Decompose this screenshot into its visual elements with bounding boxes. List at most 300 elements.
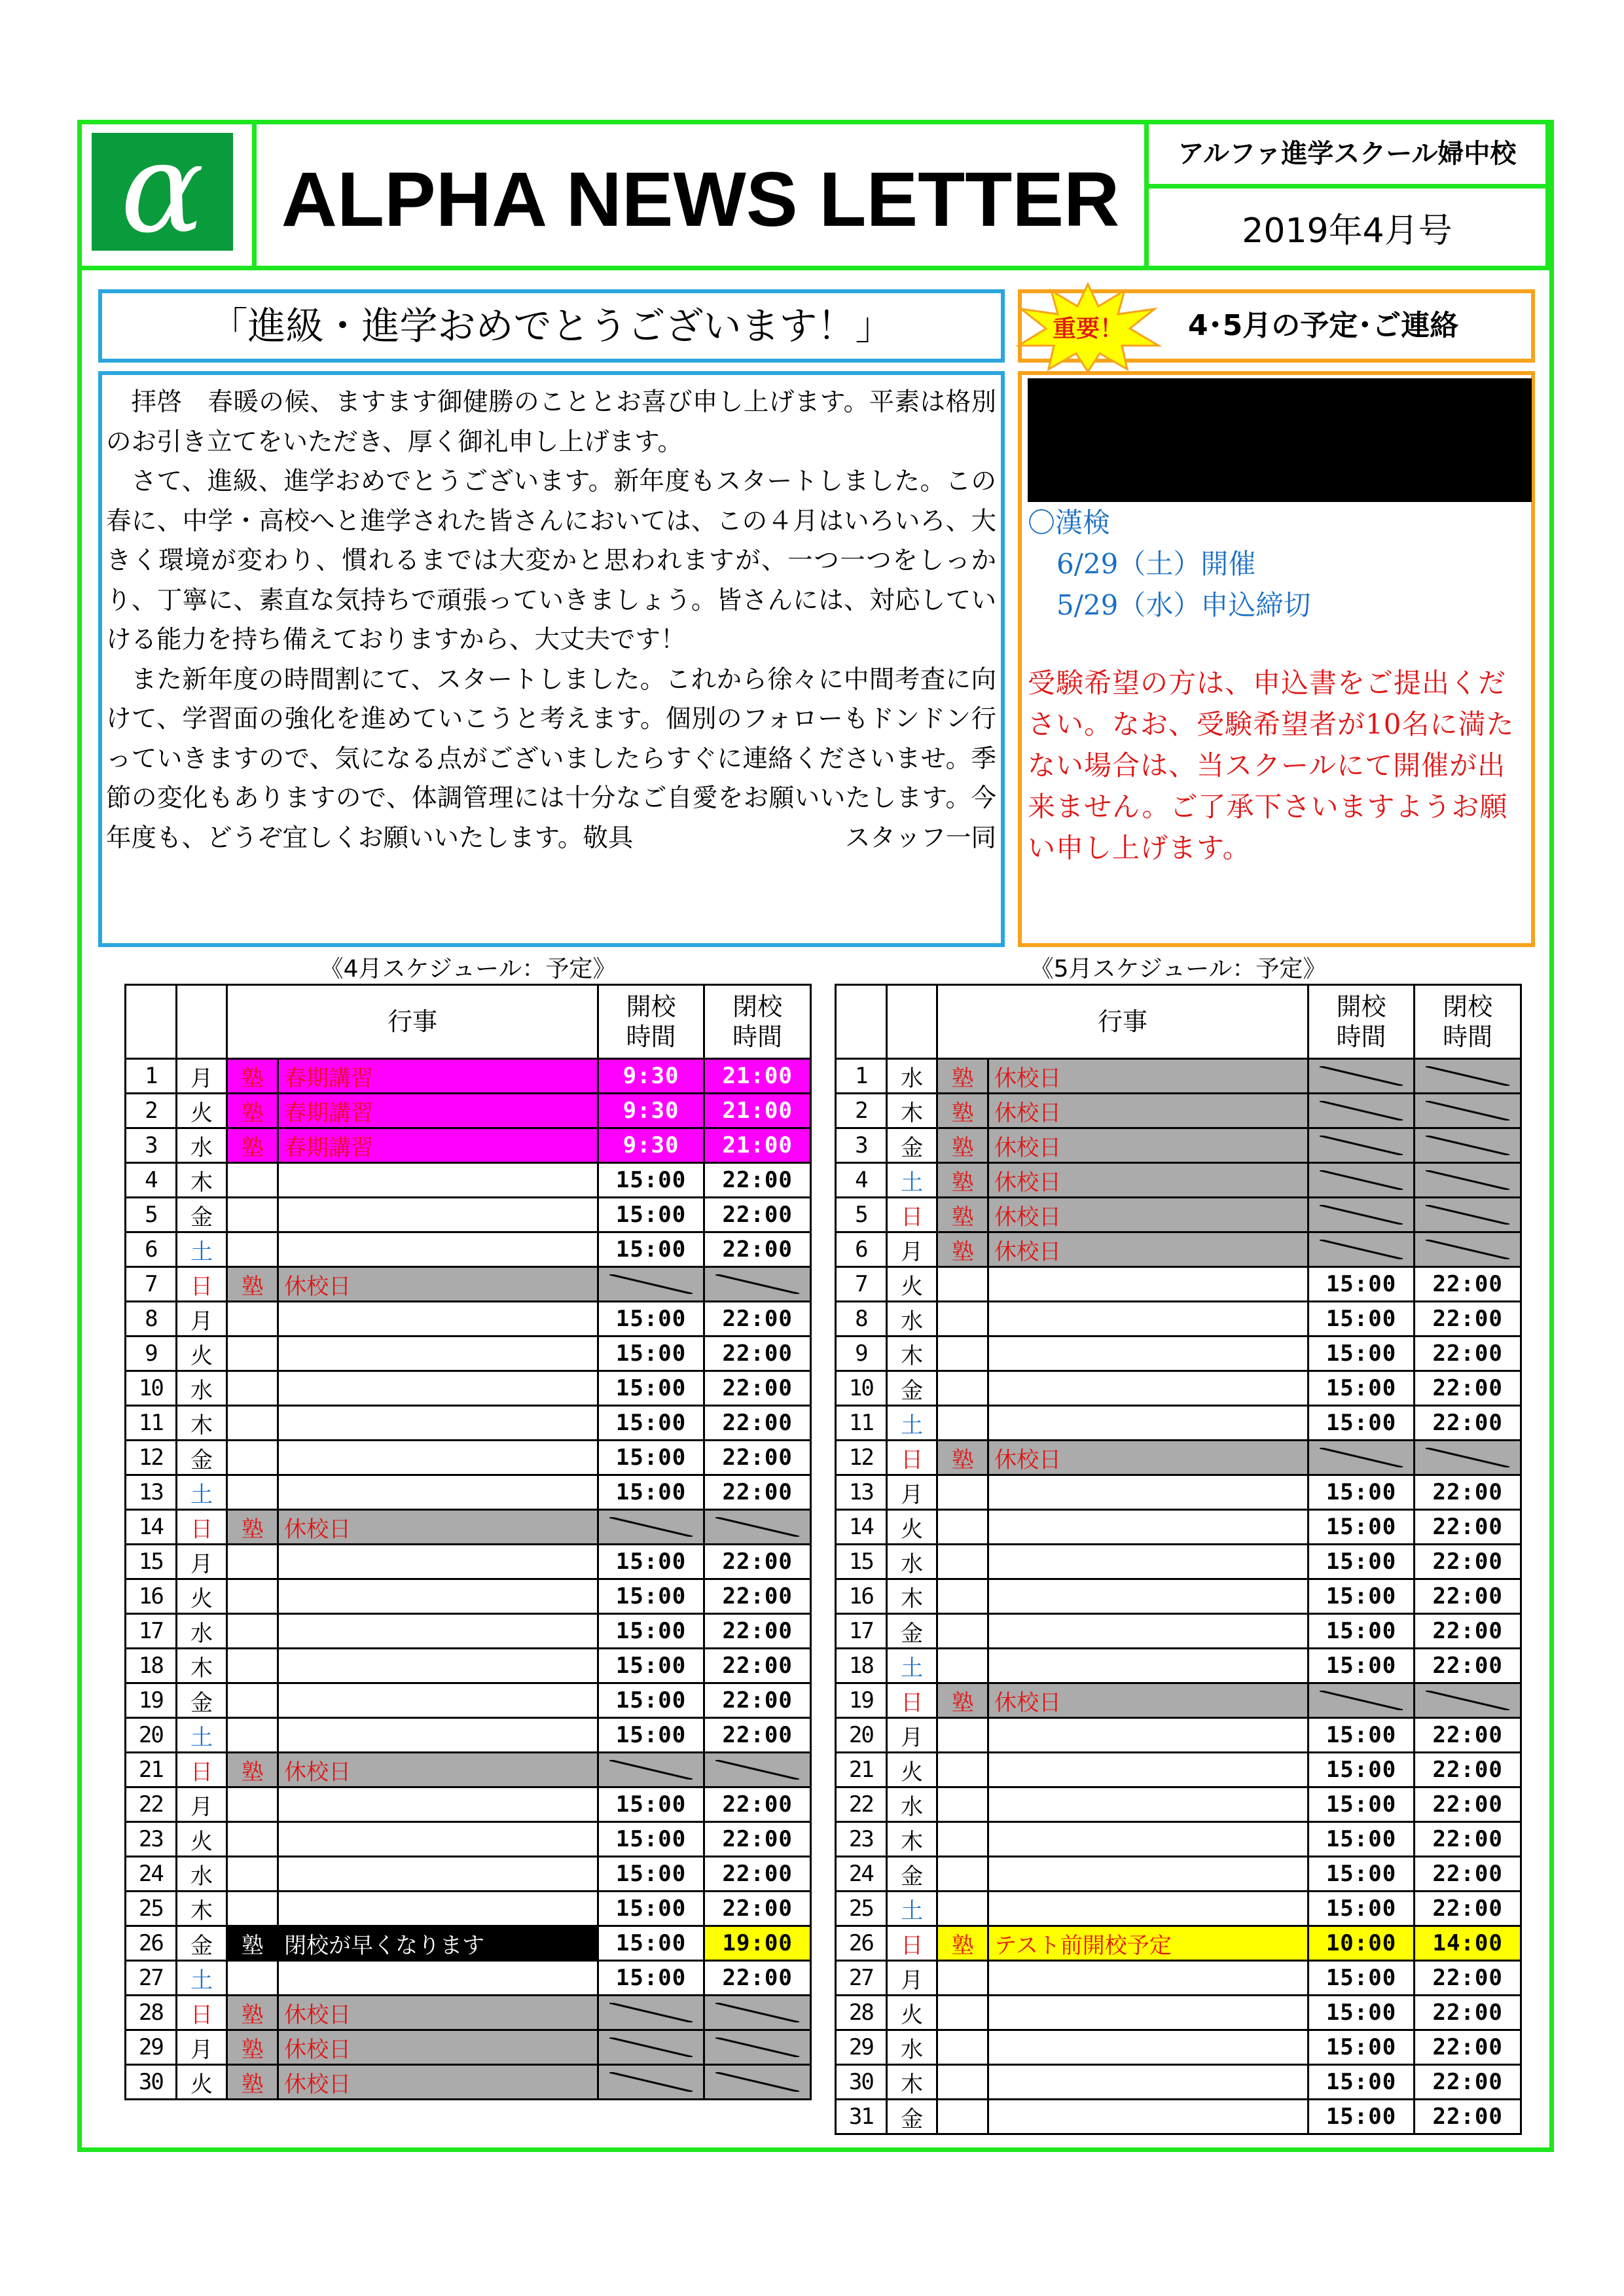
open-time-closed: [598, 1267, 704, 1302]
event-cell: [988, 1371, 1308, 1406]
close-time-cell: 22:00: [1415, 1267, 1521, 1302]
open-time-cell: 15:00: [1308, 1336, 1415, 1371]
open-time-closed: [1308, 1683, 1415, 1718]
weekday-cell: 月: [176, 1545, 227, 1579]
event-cell: [988, 1510, 1308, 1545]
open-time-cell: 15:00: [1308, 1579, 1415, 1614]
event-cell: 休校日: [988, 1683, 1308, 1718]
table-row: [126, 1892, 811, 1926]
juku-mark-cell: [937, 1545, 988, 1579]
open-time-cell: 15:00: [598, 1336, 704, 1371]
day-cell: 5: [836, 1198, 887, 1232]
weekday-cell: 金: [886, 1371, 937, 1406]
table-row: [836, 1128, 1521, 1163]
eiken-date: 6/1（土）開催: [1028, 420, 1532, 461]
open-time-cell: 15:00: [1308, 1267, 1415, 1302]
juku-mark-cell: 塾: [227, 1926, 278, 1961]
day-cell: 20: [126, 1718, 177, 1753]
table-row: [126, 2030, 811, 2065]
april-caption: 《4月スケジュール：予定》: [319, 956, 617, 982]
table-row: [126, 2065, 811, 2100]
event-cell: 休校日: [988, 1059, 1308, 1094]
close-time-cell: 14:00: [1415, 1926, 1521, 1961]
weekday-cell: 日: [886, 1441, 937, 1475]
table-row: [836, 1614, 1521, 1649]
header-day: [126, 985, 177, 1059]
table-row: [836, 1302, 1521, 1336]
weekday-cell: 金: [886, 1857, 937, 1892]
table-row: [126, 1683, 811, 1718]
table-row: [836, 1371, 1521, 1406]
day-cell: 5: [126, 1198, 177, 1232]
open-time-closed: [1308, 1128, 1415, 1163]
event-cell: [278, 1579, 598, 1614]
juku-mark-cell: [937, 1579, 988, 1614]
day-cell: 26: [126, 1926, 177, 1961]
open-time-closed: [598, 1996, 704, 2030]
close-time-cell: 22:00: [1415, 1649, 1521, 1683]
day-cell: 24: [836, 1857, 887, 1892]
event-cell: [278, 1302, 598, 1336]
event-cell: 閉校が早くなります: [278, 1926, 598, 1961]
day-cell: 18: [126, 1649, 177, 1683]
juku-mark-cell: [227, 1579, 278, 1614]
event-cell: [278, 1232, 598, 1267]
table-row: [126, 1579, 811, 1614]
event-cell: [988, 1579, 1308, 1614]
open-time-cell: 15:00: [1308, 1961, 1415, 1996]
weekday-cell: 金: [886, 2100, 937, 2134]
open-time-cell: 15:00: [1308, 1302, 1415, 1336]
event-cell: [278, 1371, 598, 1406]
juku-mark-cell: [937, 1267, 988, 1302]
close-time-cell: 22:00: [704, 1857, 811, 1892]
open-time-closed: [598, 1753, 704, 1787]
day-cell: 27: [126, 1961, 177, 1996]
day-cell: 9: [126, 1336, 177, 1371]
table-row: [836, 1649, 1521, 1683]
juku-mark-cell: [937, 1996, 988, 2030]
table-row: [126, 1718, 811, 1753]
weekday-cell: 月: [176, 1059, 227, 1094]
weekday-cell: 金: [886, 1128, 937, 1163]
weekday-cell: 土: [886, 1892, 937, 1926]
newsletter-title: ALPHA NEWS LETTER: [281, 156, 1120, 243]
day-cell: 1: [126, 1059, 177, 1094]
juku-mark-cell: [937, 1892, 988, 1926]
event-cell: 休校日: [988, 1441, 1308, 1475]
day-cell: 6: [126, 1232, 177, 1267]
table-row: [126, 1614, 811, 1649]
close-time-cell: 22:00: [704, 1614, 811, 1649]
close-time-closed: [704, 2030, 811, 2065]
event-cell: 休校日: [278, 2030, 598, 2065]
juku-mark-cell: 塾: [937, 1232, 988, 1267]
open-time-cell: 15:00: [598, 1718, 704, 1753]
day-cell: 11: [836, 1406, 887, 1441]
event-cell: [988, 1545, 1308, 1579]
table-row: [836, 2065, 1521, 2100]
day-cell: 25: [836, 1892, 887, 1926]
juku-mark-cell: 塾: [227, 1059, 278, 1094]
close-time-closed: [1415, 1683, 1521, 1718]
event-cell: [988, 1892, 1308, 1926]
close-time-closed: [1415, 1441, 1521, 1475]
table-row: [836, 1545, 1521, 1579]
close-time-cell: 22:00: [704, 1649, 811, 1683]
day-cell: 7: [836, 1267, 887, 1302]
header-weekday: [176, 985, 227, 1059]
close-time-cell: 22:00: [1415, 1579, 1521, 1614]
may-schedule-table: [835, 984, 1522, 2135]
header-close: 閉校 時間: [1415, 985, 1521, 1059]
juku-mark-cell: 塾: [227, 2030, 278, 2065]
close-time-cell: 22:00: [1415, 1753, 1521, 1787]
close-time-closed: [1415, 1163, 1521, 1198]
open-time-closed: [1308, 1163, 1415, 1198]
table-row: [836, 1753, 1521, 1787]
day-cell: 26: [836, 1926, 887, 1961]
open-time-cell: 15:00: [1308, 1892, 1415, 1926]
close-time-closed: [704, 1996, 811, 2030]
weekday-cell: 水: [886, 1059, 937, 1094]
event-cell: 休校日: [988, 1128, 1308, 1163]
event-cell: [988, 1336, 1308, 1371]
day-cell: 13: [836, 1475, 887, 1510]
close-time-cell: 22:00: [1415, 1406, 1521, 1441]
weekday-cell: 月: [886, 1718, 937, 1753]
event-cell: [988, 1787, 1308, 1822]
table-row: [836, 1510, 1521, 1545]
weekday-cell: 火: [176, 2065, 227, 2100]
table-row: [126, 1787, 811, 1822]
juku-mark-cell: 塾: [937, 1094, 988, 1128]
event-cell: [988, 1961, 1308, 1996]
day-cell: 28: [836, 1996, 887, 2030]
weekday-cell: 金: [176, 1198, 227, 1232]
weekday-cell: 水: [886, 1545, 937, 1579]
open-time-closed: [1308, 1059, 1415, 1094]
table-row: [836, 2030, 1521, 2065]
important-badge: 重要！: [1052, 315, 1124, 342]
table-row: [126, 1128, 811, 1163]
open-time-closed: [1308, 1198, 1415, 1232]
open-time-cell: 15:00: [598, 1441, 704, 1475]
table-row: [836, 1336, 1521, 1371]
close-time-closed: [1415, 1128, 1521, 1163]
event-cell: [278, 1683, 598, 1718]
juku-mark-cell: 塾: [937, 1441, 988, 1475]
weekday-cell: 月: [176, 2030, 227, 2065]
alpha-logo: α: [92, 133, 233, 251]
juku-mark-cell: 塾: [227, 1753, 278, 1787]
juku-mark-cell: [937, 1336, 988, 1371]
day-cell: 17: [836, 1614, 887, 1649]
day-cell: 14: [126, 1510, 177, 1545]
juku-mark-cell: [937, 1961, 988, 1996]
table-row: [126, 1961, 811, 1996]
close-time-cell: 22:00: [704, 1892, 811, 1926]
greeting-paragraph: 拝啓 春暖の候、ますます御健勝のこととお喜び申し上げます。平素は格別のお引き立てをいただき、厚く御礼申し上げます。: [106, 387, 996, 457]
close-time-cell: 22:00: [704, 1683, 811, 1718]
event-cell: [988, 2100, 1308, 2134]
close-time-cell: 22:00: [704, 1302, 811, 1336]
table-row: [126, 1198, 811, 1232]
event-cell: [988, 1718, 1308, 1753]
open-time-cell: 15:00: [1308, 1475, 1415, 1510]
open-time-closed: [1308, 1441, 1415, 1475]
day-cell: 10: [836, 1371, 887, 1406]
juku-mark-cell: 塾: [227, 1996, 278, 2030]
open-time-cell: 15:00: [598, 1232, 704, 1267]
table-row: [836, 2100, 1521, 2134]
table-row: [126, 1926, 811, 1961]
open-time-cell: 15:00: [598, 1406, 704, 1441]
weekday-cell: 木: [886, 1094, 937, 1128]
event-cell: 休校日: [988, 1094, 1308, 1128]
close-time-closed: [704, 2065, 811, 2100]
day-cell: 19: [126, 1683, 177, 1718]
juku-mark-cell: [937, 2100, 988, 2134]
weekday-cell: 水: [176, 1128, 227, 1163]
table-row: [836, 1441, 1521, 1475]
close-time-cell: 22:00: [1415, 2100, 1521, 2134]
table-row: [836, 1406, 1521, 1441]
event-cell: [278, 1892, 598, 1926]
close-time-cell: 22:00: [704, 1545, 811, 1579]
close-time-closed: [704, 1753, 811, 1787]
close-time-closed: [704, 1510, 811, 1545]
table-row: [836, 1822, 1521, 1857]
event-cell: [278, 1857, 598, 1892]
close-time-cell: 22:00: [1415, 1336, 1521, 1371]
juku-mark-cell: [227, 1822, 278, 1857]
greeting-heading: 「進級・進学おめでとうございます！」: [98, 289, 1005, 363]
weekday-cell: 火: [886, 1267, 937, 1302]
open-time-cell: 15:00: [598, 1198, 704, 1232]
day-cell: 8: [126, 1302, 177, 1336]
table-row: [126, 1267, 811, 1302]
table-row: [126, 1371, 811, 1406]
greeting-text: [106, 383, 996, 858]
day-cell: 1: [836, 1059, 887, 1094]
day-cell: 9: [836, 1336, 887, 1371]
close-time-cell: 22:00: [704, 1406, 811, 1441]
day-cell: 2: [126, 1094, 177, 1128]
juku-mark-cell: [227, 1718, 278, 1753]
day-cell: 21: [836, 1753, 887, 1787]
close-time-cell: 22:00: [704, 1371, 811, 1406]
open-time-cell: 15:00: [1308, 1614, 1415, 1649]
juku-mark-cell: [227, 1441, 278, 1475]
greeting-signature: スタッフ一同: [844, 823, 996, 853]
event-cell: [278, 1475, 598, 1510]
juku-mark-cell: [227, 1198, 278, 1232]
day-cell: 8: [836, 1302, 887, 1336]
table-row: [126, 1475, 811, 1510]
juku-mark-cell: [937, 1787, 988, 1822]
day-cell: 21: [126, 1753, 177, 1787]
juku-mark-cell: 塾: [937, 1059, 988, 1094]
table-row: [836, 1198, 1521, 1232]
close-time-closed: [1415, 1059, 1521, 1094]
important-burst-icon: [1015, 281, 1162, 373]
close-time-closed: [1415, 1232, 1521, 1267]
close-time-cell: 22:00: [1415, 2030, 1521, 2065]
close-time-cell: 22:00: [1415, 1475, 1521, 1510]
table-row: [836, 1475, 1521, 1510]
day-cell: 3: [126, 1128, 177, 1163]
table-row: [836, 1961, 1521, 1996]
weekday-cell: 水: [176, 1857, 227, 1892]
day-cell: 20: [836, 1718, 887, 1753]
close-time-cell: 19:00: [704, 1926, 811, 1961]
juku-mark-cell: [227, 1371, 278, 1406]
juku-mark-cell: 塾: [227, 1510, 278, 1545]
open-time-cell: 15:00: [1308, 1857, 1415, 1892]
event-cell: [988, 2030, 1308, 2065]
weekday-cell: 木: [176, 1163, 227, 1198]
event-cell: [988, 1267, 1308, 1302]
close-time-cell: 22:00: [1415, 1961, 1521, 1996]
table-row: [126, 1753, 811, 1787]
event-cell: [278, 1406, 598, 1441]
day-cell: 2: [836, 1094, 887, 1128]
event-cell: [988, 1302, 1308, 1336]
notice-heading: 4･5月の予定･ご連絡: [1188, 309, 1459, 342]
table-row: [126, 1822, 811, 1857]
table-row: [836, 1996, 1521, 2030]
weekday-cell: 木: [886, 1579, 937, 1614]
juku-mark-cell: [937, 1649, 988, 1683]
open-time-cell: 15:00: [598, 1787, 704, 1822]
juku-mark-cell: 塾: [937, 1163, 988, 1198]
table-row: [126, 1302, 811, 1336]
weekday-cell: 木: [886, 1822, 937, 1857]
juku-mark-cell: [227, 1892, 278, 1926]
open-time-cell: 15:00: [598, 1961, 704, 1996]
event-cell: [278, 1961, 598, 1996]
weekday-cell: 土: [176, 1718, 227, 1753]
table-row: [126, 1406, 811, 1441]
juku-mark-cell: 塾: [937, 1926, 988, 1961]
day-cell: 17: [126, 1614, 177, 1649]
day-cell: 18: [836, 1649, 887, 1683]
close-time-cell: 22:00: [1415, 1857, 1521, 1892]
open-time-cell: 15:00: [598, 1857, 704, 1892]
event-cell: [988, 1857, 1308, 1892]
open-time-cell: 9:30: [598, 1059, 704, 1094]
juku-mark-cell: [227, 1961, 278, 1996]
weekday-cell: 日: [176, 1267, 227, 1302]
open-time-cell: 15:00: [1308, 1406, 1415, 1441]
table-row: [126, 1545, 811, 1579]
table-row: [126, 1441, 811, 1475]
table-row: [126, 1649, 811, 1683]
open-time-closed: [1308, 1094, 1415, 1128]
close-time-cell: 22:00: [704, 1822, 811, 1857]
open-time-closed: [598, 2065, 704, 2100]
kanken-date: 6/29（土）開催: [1056, 548, 1256, 580]
open-time-cell: 15:00: [1308, 2065, 1415, 2100]
day-cell: 4: [126, 1163, 177, 1198]
weekday-cell: 月: [176, 1302, 227, 1336]
event-cell: 春期講習: [278, 1059, 598, 1094]
event-cell: [988, 1753, 1308, 1787]
close-time-cell: 22:00: [704, 1232, 811, 1267]
weekday-cell: 水: [176, 1371, 227, 1406]
table-row: [836, 1718, 1521, 1753]
weekday-cell: 火: [886, 1996, 937, 2030]
juku-mark-cell: [227, 1163, 278, 1198]
event-cell: 春期講習: [278, 1128, 598, 1163]
open-time-cell: 9:30: [598, 1094, 704, 1128]
event-cell: 休校日: [278, 2065, 598, 2100]
close-time-cell: 21:00: [704, 1128, 811, 1163]
weekday-cell: 金: [886, 1614, 937, 1649]
open-time-closed: [598, 1510, 704, 1545]
close-time-cell: 21:00: [704, 1059, 811, 1094]
close-time-cell: 22:00: [1415, 1787, 1521, 1822]
open-time-cell: 15:00: [598, 1302, 704, 1336]
weekday-cell: 月: [886, 1232, 937, 1267]
weekday-cell: 水: [886, 1302, 937, 1336]
school-name: アルファ進学スクール婦中校: [1178, 139, 1517, 169]
weekday-cell: 月: [176, 1787, 227, 1822]
day-cell: 30: [126, 2065, 177, 2100]
close-time-cell: 22:00: [1415, 2065, 1521, 2100]
day-cell: 29: [836, 2030, 887, 2065]
header-weekday: [886, 985, 937, 1059]
open-time-cell: 15:00: [598, 1926, 704, 1961]
weekday-cell: 木: [176, 1406, 227, 1441]
day-cell: 11: [126, 1406, 177, 1441]
close-time-closed: [1415, 1094, 1521, 1128]
table-row: [836, 1232, 1521, 1267]
open-time-cell: 15:00: [598, 1545, 704, 1579]
table-row: [126, 1232, 811, 1267]
event-cell: 休校日: [278, 1996, 598, 2030]
juku-mark-cell: [227, 1406, 278, 1441]
close-time-cell: 22:00: [1415, 1545, 1521, 1579]
greeting-paragraph: [106, 660, 996, 859]
juku-mark-cell: [937, 1822, 988, 1857]
eiken-title: 〇英検: [1028, 378, 1532, 420]
juku-mark-cell: [227, 1302, 278, 1336]
issue-date: 2019年4月号: [1242, 211, 1453, 251]
table-row: [836, 1163, 1521, 1198]
notice-text: [1028, 378, 1532, 869]
weekday-cell: 木: [176, 1892, 227, 1926]
event-cell: 休校日: [988, 1163, 1308, 1198]
day-cell: 7: [126, 1267, 177, 1302]
day-cell: 16: [836, 1579, 887, 1614]
weekday-cell: 日: [886, 1198, 937, 1232]
close-time-closed: [704, 1267, 811, 1302]
header-close: 閉校 時間: [704, 985, 811, 1059]
day-cell: 24: [126, 1857, 177, 1892]
open-time-cell: 15:00: [598, 1683, 704, 1718]
event-cell: [278, 1822, 598, 1857]
close-time-cell: 22:00: [1415, 1996, 1521, 2030]
weekday-cell: 火: [886, 1753, 937, 1787]
day-cell: 12: [836, 1441, 887, 1475]
weekday-cell: 木: [886, 1336, 937, 1371]
juku-mark-cell: 塾: [937, 1198, 988, 1232]
juku-mark-cell: 塾: [937, 1683, 988, 1718]
weekday-cell: 木: [886, 2065, 937, 2100]
open-time-cell: 15:00: [598, 1163, 704, 1198]
